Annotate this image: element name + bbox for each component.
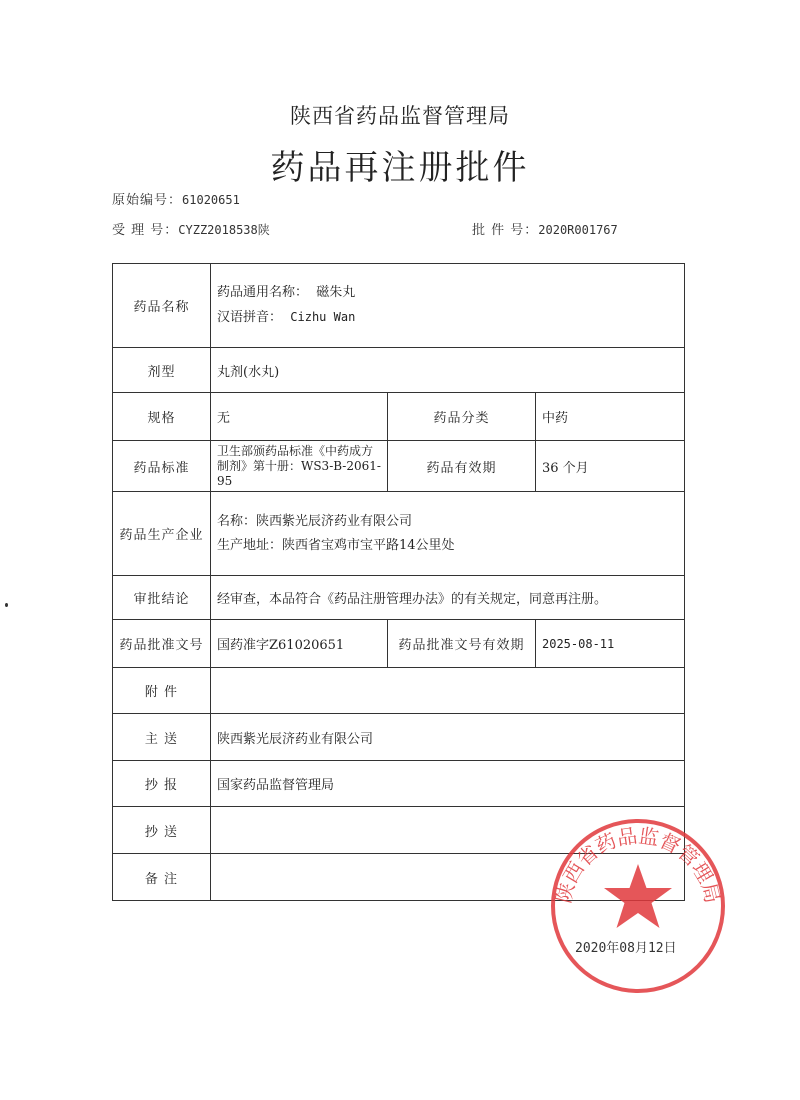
to-value: 陕西紫光辰济药业有限公司: [211, 714, 685, 761]
original-number: [112, 189, 240, 208]
standard-label: 药品标准: [113, 441, 211, 492]
manufacturer-label: 药品生产企业: [113, 492, 211, 576]
approval-doc-label: 药品批准文号: [113, 620, 211, 668]
manufacturer-address-value: 陕西省宝鸡市宝平路14公里处: [282, 537, 455, 553]
original-number-label: 原始编号：: [112, 193, 183, 208]
standard-value: 卫生部颁药品标准《中药成方制剂》第十册：WS3-B-2061-95: [211, 441, 388, 492]
report-label: 抄 报: [113, 761, 211, 807]
report-value: 国家药品监督管理局: [211, 761, 685, 807]
conclusion-value: 经审查，本品符合《药品注册管理办法》的有关规定，同意再注册。: [211, 576, 685, 620]
dosage-form-label: 剂型: [113, 348, 211, 393]
manufacturer-address-line: [217, 534, 678, 558]
manufacturer-address-label: 生产地址：: [217, 537, 283, 553]
seal-date: 2020年08月12日: [575, 941, 677, 956]
row-attachment: [113, 668, 685, 714]
acceptance-number: [112, 219, 270, 238]
row-report: [113, 761, 685, 807]
drug-name-label: 药品名称: [113, 264, 211, 348]
approval-number-label: 批 件 号：: [472, 223, 539, 238]
validity-value: 36 个月: [536, 441, 685, 492]
to-label: 主 送: [113, 714, 211, 761]
seal-star: [604, 864, 672, 928]
attachment-label: 附 件: [113, 668, 211, 714]
spec-label: 规格: [113, 393, 211, 441]
pinyin-label: 汉语拼音：: [217, 310, 283, 325]
document-title: 药品再注册批件: [270, 148, 530, 188]
approval-table: [112, 263, 685, 901]
attachment-value: [211, 668, 685, 714]
row-dosage-form: [113, 348, 685, 393]
manufacturer-name-label: 名称：: [217, 513, 257, 529]
dosage-form-value: 丸剂(水丸): [211, 348, 685, 393]
approval-doc-validity-value: 2025-08-11: [536, 620, 685, 668]
seal-text: 陕西省药品监督管理局: [551, 823, 725, 906]
pinyin-line: [217, 305, 678, 330]
pinyin-value: Cizhu Wan: [290, 310, 356, 324]
row-approval-doc: [113, 620, 685, 668]
original-number-value: 61020651: [182, 193, 240, 207]
manufacturer-cell: [211, 492, 685, 576]
acceptance-number-label: 受 理 号：: [112, 223, 179, 238]
approval-doc-validity-label: 药品批准文号有效期: [388, 620, 536, 668]
cc-label: 抄 送: [113, 807, 211, 854]
approval-number-value: 2020R001767: [538, 223, 618, 237]
row-manufacturer: [113, 492, 685, 576]
approval-doc-value: 国药准字Z61020651: [211, 620, 388, 668]
manufacturer-name-line: [217, 510, 678, 534]
drug-name-cell: [211, 264, 685, 348]
scan-speck: [5, 603, 8, 607]
note-label: 备 注: [113, 854, 211, 901]
row-conclusion: [113, 576, 685, 620]
generic-name-value: 磁朱丸: [316, 285, 356, 300]
category-value: 中药: [536, 393, 685, 441]
validity-label: 药品有效期: [388, 441, 536, 492]
manufacturer-name-value: 陕西紫光辰济药业有限公司: [256, 513, 413, 529]
issuing-agency: 陕西省药品监督管理局: [290, 104, 510, 128]
spec-value: 无: [211, 393, 388, 441]
acceptance-number-value: CYZZ2018538陕: [178, 223, 270, 237]
category-label: 药品分类: [388, 393, 536, 441]
generic-name-label: 药品通用名称：: [217, 285, 309, 300]
row-spec: [113, 393, 685, 441]
generic-name-line: [217, 281, 678, 305]
row-to: [113, 714, 685, 761]
row-drug-name: [113, 264, 685, 348]
official-seal: [548, 816, 728, 996]
approval-number: [472, 219, 618, 238]
conclusion-label: 审批结论: [113, 576, 211, 620]
row-standard: [113, 441, 685, 492]
